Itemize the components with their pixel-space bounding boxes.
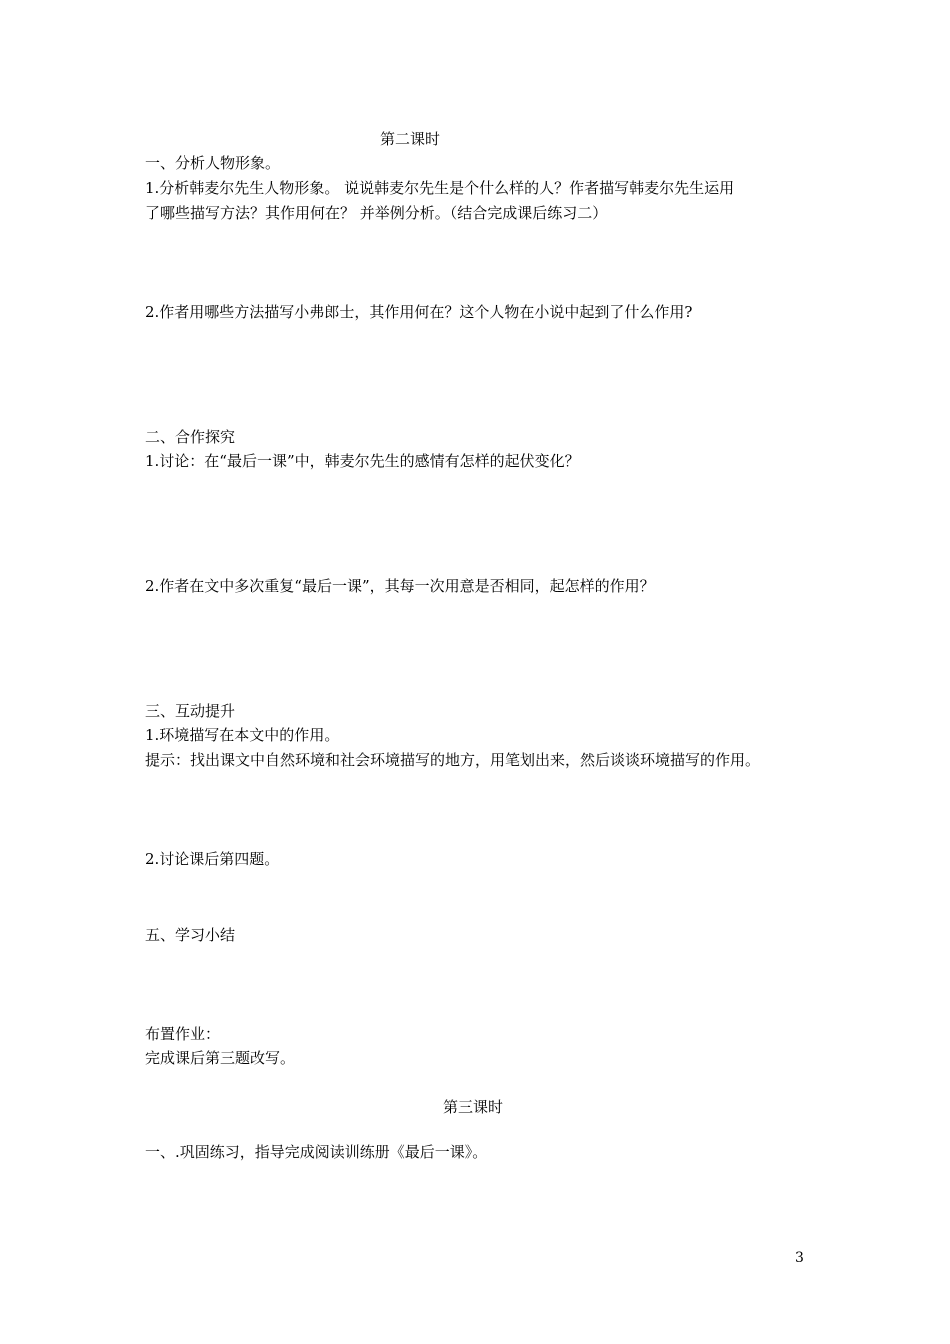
homework-task: 完成课后第三题改写。 — [145, 1049, 296, 1067]
section3-heading: 三、互动提升 — [145, 702, 236, 720]
lesson3-title: 第三课时 — [443, 1098, 504, 1116]
section1-q2: 2.作者用哪些方法描写小弗郎士，其作用何在？这个人物在小说中起到了什么作用? — [145, 303, 693, 321]
page-number: 3 — [795, 1250, 804, 1266]
homework-heading: 布置作业： — [145, 1025, 221, 1043]
lesson2-title: 第二课时 — [380, 130, 441, 148]
section5-heading: 五、学习小结 — [145, 926, 236, 944]
section2-q2: 2.作者在文中多次重复“最后一课”，其每一次用意是否相同，起怎样的作用？ — [145, 577, 655, 595]
section1-q1-line1: 1.分析韩麦尔先生人物形象。 说说韩麦尔先生是个什么样的人？作者描写韩麦尔先生运用 — [145, 179, 735, 197]
section2-q1: 1.讨论：在“最后一课”中，韩麦尔先生的感情有怎样的起伏变化？ — [145, 452, 580, 470]
section3-hint: 提示：找出课文中自然环境和社会环境描写的地方，用笔划出来，然后谈谈环境描写的作用。 — [145, 751, 761, 769]
section1-heading: 一、分析人物形象。 — [145, 154, 281, 172]
section3-q1: 1.环境描写在本文中的作用。 — [145, 726, 340, 744]
lesson3-item1: 一、.巩固练习，指导完成阅读训练册《最后一课》。 — [145, 1143, 488, 1161]
section1-q1-line2: 了哪些描写方法？其作用何在？ 并举例分析。（结合完成课后练习二） — [145, 204, 608, 222]
section2-heading: 二、合作探究 — [145, 428, 236, 446]
section3-q2: 2.讨论课后第四题。 — [145, 850, 280, 868]
